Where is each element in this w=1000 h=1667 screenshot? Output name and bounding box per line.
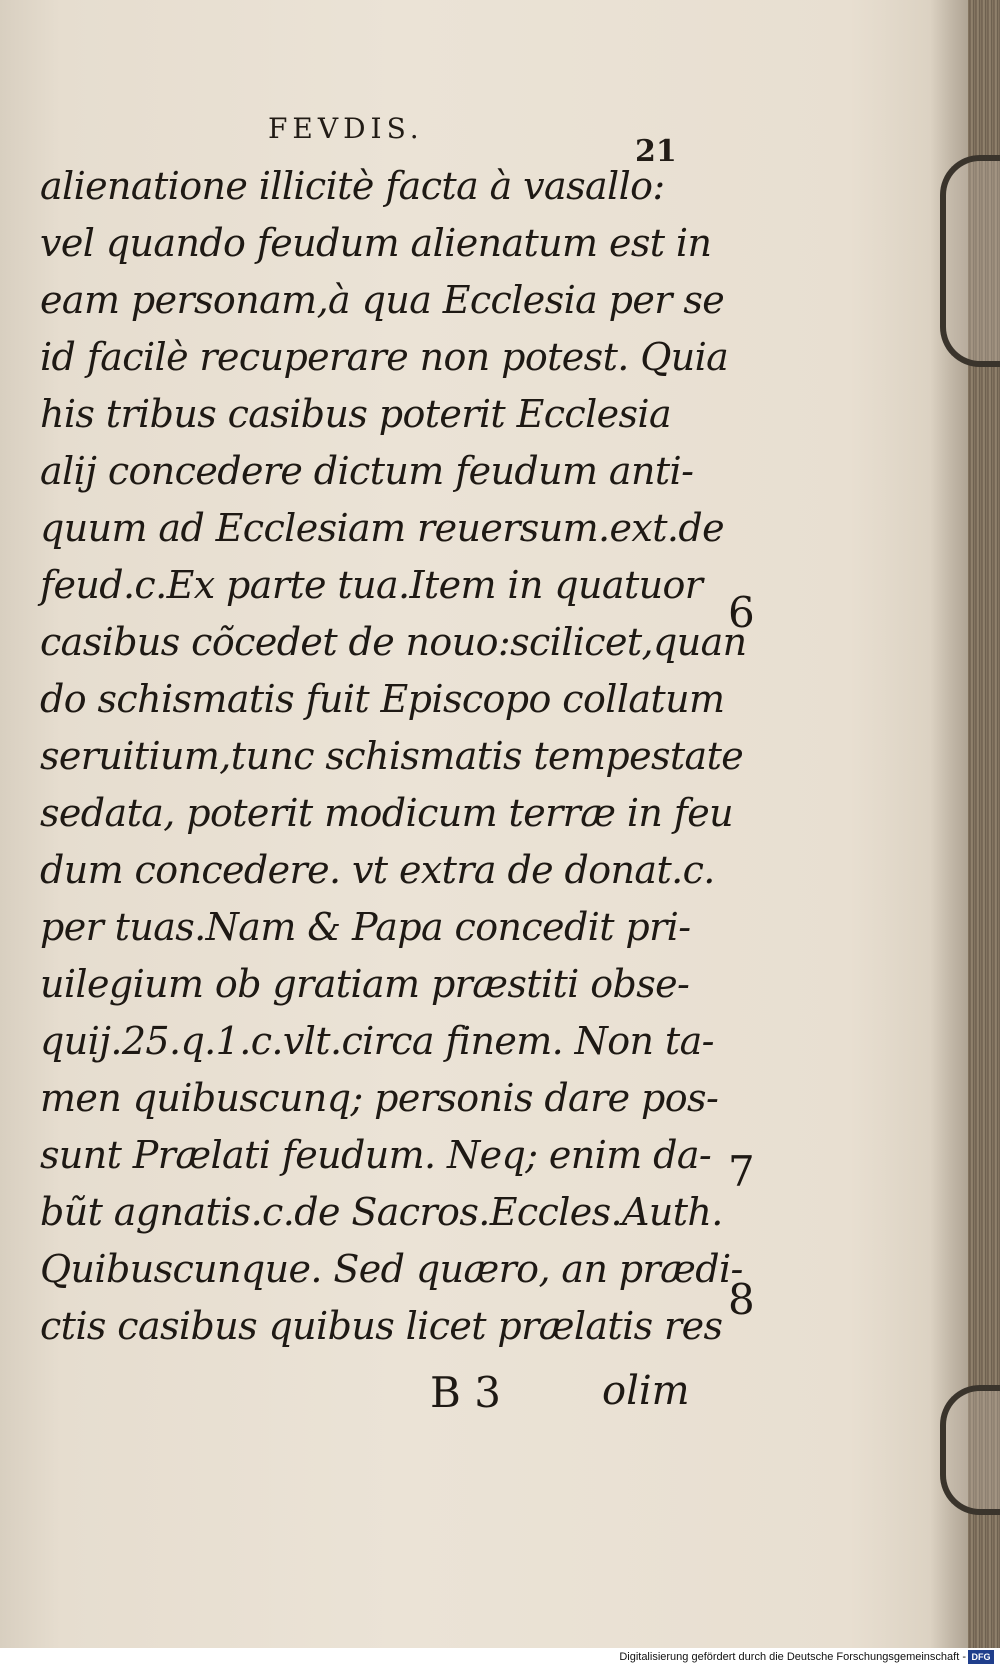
text-line: id facilè recuperare non potest. Quia <box>40 335 729 379</box>
text-line: alij concedere dictum feudum anti- <box>40 449 694 493</box>
text-line: eam personam,à qua Ecclesia per se <box>40 278 725 322</box>
text-line: feud.c.Ex parte tua.Item in quatuor <box>40 563 703 607</box>
text-line: his tribus casibus poterit Ecclesia <box>40 392 672 436</box>
signature-mark: B 3 <box>430 1368 501 1417</box>
dfg-logo-icon: DFG <box>968 1650 994 1664</box>
catchword: olim <box>602 1368 690 1414</box>
text-line: alienatione illicitè facta à vasallo: <box>40 164 665 208</box>
text-line: Quibuscunque. Sed quæro, an prædi- <box>40 1247 743 1291</box>
text-line: vel quando feudum alienatum est in <box>40 221 712 265</box>
text-line: men quibuscunq; personis dare pos- <box>40 1076 719 1120</box>
margin-number: 8 <box>728 1275 755 1324</box>
text-line: do schismatis fuit Episcopo collatum <box>40 677 725 721</box>
margin-number: 7 <box>728 1147 755 1196</box>
margin-number: 6 <box>728 588 755 637</box>
text-line: seruitium,tunc schismatis tempestate <box>40 734 744 778</box>
text-line: quij.25.q.1.c.vlt.circa finem. Non ta- <box>40 1019 714 1063</box>
text-line: sedata, poterit modicum terræ in feu <box>40 791 733 835</box>
running-title: FEVDIS. <box>268 112 424 145</box>
text-line: dum concedere. vt extra de donat.c. <box>40 848 715 892</box>
footer-credit: Digitalisierung gefördert durch die Deutsche Forschungsgemeinschaft - <box>619 1651 966 1663</box>
text-line: per tuas.Nam & Papa concedit pri- <box>40 905 691 949</box>
body-text <box>40 158 747 1355</box>
catchword-line <box>0 1368 1000 1428</box>
text-line: quum ad Ecclesiam reuersum.ext.de <box>40 506 724 550</box>
text-line: bũt agnatis.c.de Sacros.Eccles.Auth. <box>40 1190 723 1234</box>
text-line: sunt Prælati feudum. Neq; enim da- <box>40 1133 712 1177</box>
page-number: 21 <box>635 134 677 169</box>
clasp-top <box>940 155 1000 367</box>
text-line: uilegium ob gratiam præstiti obse- <box>40 962 690 1006</box>
text-line: ctis casibus quibus licet prælatis res <box>40 1304 723 1348</box>
text-line: casibus cõcedet de nouo:scilicet,quan <box>40 620 747 664</box>
